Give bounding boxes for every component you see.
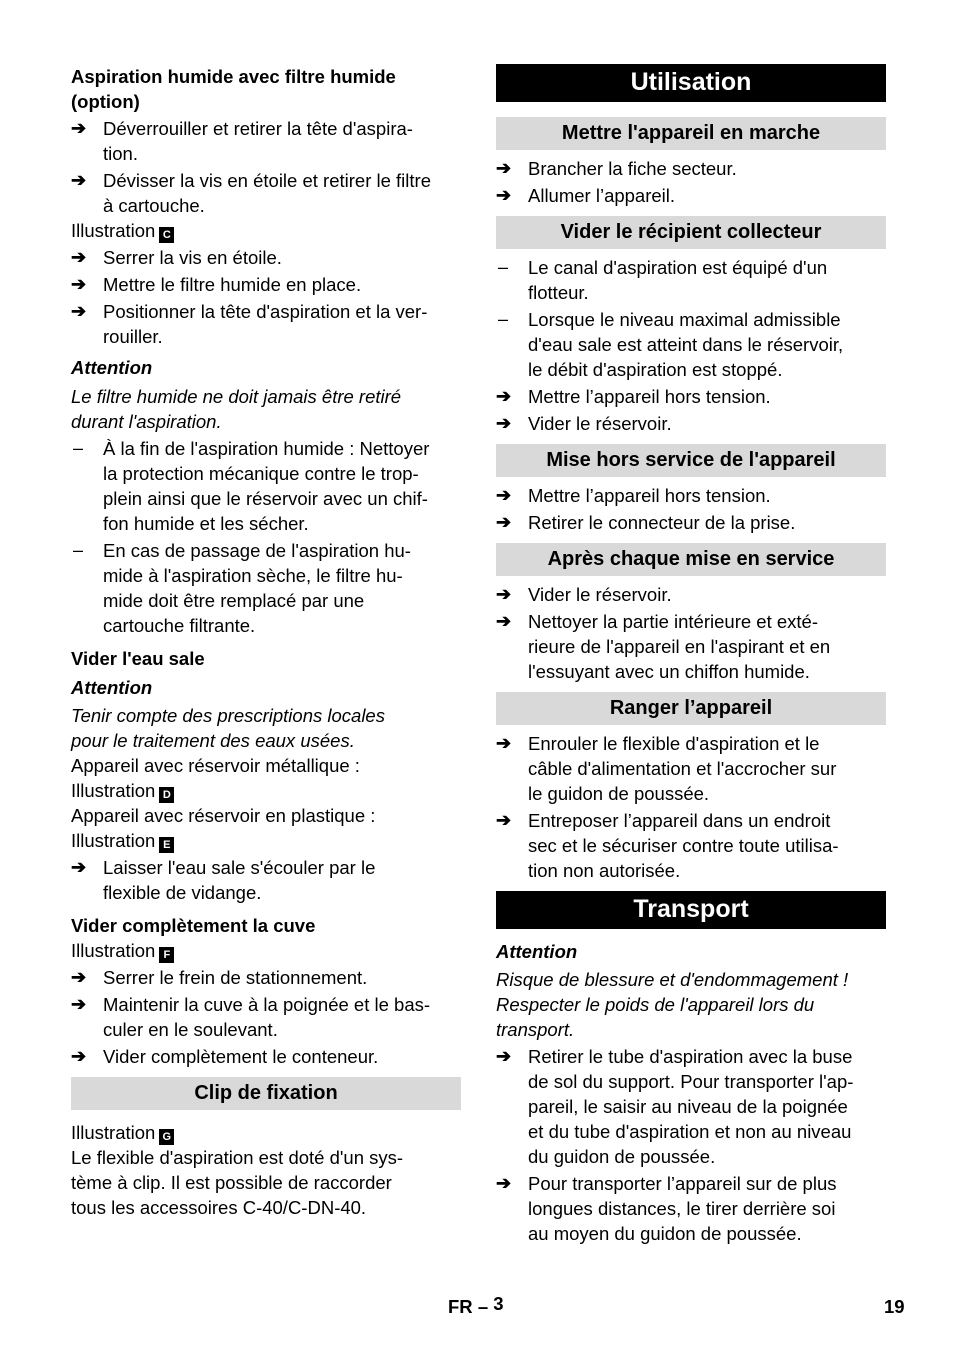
list-item-line: Mettre le filtre humide en place. — [103, 274, 362, 295]
start-section-header: Mettre l'appareil en marche — [496, 117, 886, 150]
illustration-c: Illustration C — [71, 218, 461, 243]
list-item — [71, 1044, 461, 1069]
list-item-line: Retirer le connecteur de la prise. — [528, 512, 796, 533]
list-item-line: flotteur. — [528, 282, 589, 303]
arrow-right-icon: ➔ — [71, 301, 87, 321]
list-item — [71, 299, 461, 349]
figure-f-badge: F — [159, 947, 174, 963]
list-item — [71, 116, 461, 166]
arrow-right-icon: ➔ — [71, 170, 87, 190]
list-item-line: Allumer l’appareil. — [528, 185, 676, 206]
empty-title: Vider complètement la cuve — [71, 915, 316, 936]
arrow-right-icon: ➔ — [496, 158, 512, 178]
left-column — [71, 64, 461, 1220]
list-item-line: Serrer le frein de stationnement. — [103, 967, 368, 988]
empty-notes — [496, 255, 886, 382]
arrow-right-icon: ➔ — [496, 611, 512, 631]
dirty-warning: Tenir compte des prescriptions locales pour le traitement des eaux usées. — [71, 705, 385, 751]
empty-section-header: Vider le récipient collecteur — [496, 216, 886, 249]
list-item-line: d'eau sale est atteint dans le réservoir, — [528, 334, 844, 355]
list-item — [496, 609, 886, 684]
list-item-line: au moyen du guidon de poussée. — [528, 1223, 802, 1244]
wet-steps — [71, 116, 461, 218]
list-item — [71, 992, 461, 1042]
list-item-line: Positionner la tête d'aspiration et la ver- — [103, 301, 428, 322]
right-column — [496, 64, 886, 1246]
arrow-right-icon: ➔ — [496, 1046, 512, 1066]
arrow-right-icon: ➔ — [496, 733, 512, 753]
list-item-line: Vider le réservoir. — [528, 413, 672, 434]
empty-steps — [71, 965, 461, 1069]
store-steps — [496, 731, 886, 883]
list-item-line: À la fin de l'aspiration humide : Nettoyer — [103, 438, 430, 459]
list-item-line: Lorsque le niveau maximal admissible — [528, 309, 841, 330]
list-item-line: longues distances, le tirer derrière soi — [528, 1198, 836, 1219]
list-item-line: Brancher la fiche secteur. — [528, 158, 737, 179]
list-item — [496, 731, 886, 806]
metal-tank-text: Appareil avec réservoir métallique : — [71, 755, 360, 776]
list-item-line: la protection mécanique contre le trop- — [103, 463, 419, 484]
list-item-line: rouiller. — [103, 326, 163, 347]
list-item-line: de sol du support. Pour transporter l'ap- — [528, 1071, 854, 1092]
list-item-line: Maintenir la cuve à la poignée et le bas- — [103, 994, 431, 1015]
arrow-right-icon: ➔ — [71, 994, 87, 1014]
empty-steps — [496, 384, 886, 436]
list-item-line: rieure de l'appareil en l'aspirant et en — [528, 636, 831, 657]
figure-e-badge: E — [159, 837, 174, 853]
list-item — [496, 510, 886, 535]
illustration-g: Illustration G — [71, 1120, 461, 1145]
wet-warning: Le filtre humide ne doit jamais être retiré durant l'aspiration. — [71, 386, 402, 432]
list-item — [71, 168, 461, 218]
dash-bullet-icon: – — [73, 540, 84, 560]
list-item-line: Mettre l’appareil hors tension. — [528, 485, 771, 506]
list-item-line: l'essuyant avec un chiffon humide. — [528, 661, 810, 682]
list-item-line: cartouche filtrante. — [103, 615, 256, 636]
list-item-line: Le canal d'aspiration est équipé d'un — [528, 257, 828, 278]
after-section-header: Après chaque mise en service — [496, 543, 886, 576]
list-item-line: mide à l'aspiration sèche, le filtre hu- — [103, 565, 403, 586]
list-item — [496, 307, 886, 382]
list-item-line: du guidon de poussée. — [528, 1146, 716, 1167]
page-number: 19 — [884, 1296, 905, 1317]
list-item — [71, 855, 461, 905]
dash-bullet-icon: – — [73, 438, 84, 458]
off-steps — [496, 483, 886, 535]
dash-bullet-icon: – — [498, 309, 509, 329]
wet-notes — [71, 436, 461, 638]
list-item-line: le débit d'aspiration est stoppé. — [528, 359, 783, 380]
list-item-line: plein ainsi que le réservoir avec un chif- — [103, 488, 428, 509]
figure-d-badge: D — [159, 787, 174, 803]
arrow-right-icon: ➔ — [496, 386, 512, 406]
arrow-right-icon: ➔ — [71, 1046, 87, 1066]
attention-label: Attention — [496, 941, 578, 962]
list-item — [71, 538, 461, 638]
list-item — [496, 411, 886, 436]
transport-steps — [496, 1044, 886, 1246]
arrow-right-icon: ➔ — [71, 247, 87, 267]
list-item-line: Serrer la vis en étoile. — [103, 247, 282, 268]
transport-chapter-header: Transport — [496, 891, 886, 929]
list-item-line: flexible de vidange. — [103, 882, 262, 903]
dirty-title: Vider l'eau sale — [71, 648, 205, 669]
clip-section-header: Clip de fixation — [71, 1077, 461, 1110]
footer-dash: – — [477, 1296, 489, 1317]
arrow-right-icon: ➔ — [496, 584, 512, 604]
list-item-line: Pour transporter l’appareil sur de plus — [528, 1173, 837, 1194]
illustration-e: Illustration E — [71, 828, 461, 853]
usage-chapter-header: Utilisation — [496, 64, 886, 102]
arrow-right-icon: ➔ — [71, 857, 87, 877]
list-item-line: culer en le soulevant. — [103, 1019, 278, 1040]
arrow-right-icon: ➔ — [496, 185, 512, 205]
list-item — [71, 272, 461, 297]
list-item-line: Mettre l’appareil hors tension. — [528, 386, 771, 407]
list-item — [496, 183, 886, 208]
list-item-line: pareil, le saisir au niveau de la poignée — [528, 1096, 848, 1117]
list-item — [71, 965, 461, 990]
wet-title: Aspiration humide avec filtre humide (option) — [71, 66, 396, 112]
arrow-right-icon: ➔ — [496, 512, 512, 532]
attention-label: Attention — [71, 677, 153, 698]
list-item-line: mide doit être remplacé par une — [103, 590, 365, 611]
arrow-right-icon: ➔ — [496, 810, 512, 830]
list-item-line: tion non autorisée. — [528, 860, 681, 881]
arrow-right-icon: ➔ — [496, 1173, 512, 1193]
list-item-line: Déverrouiller et retirer la tête d'aspira- — [103, 118, 413, 139]
list-item-line: Vider complètement le conteneur. — [103, 1046, 379, 1067]
clip-text: Le flexible d'aspiration est doté d'un sys- tème à clip. Il est possible de raccorder tous les accessoires C-40/C-DN-40. — [71, 1147, 404, 1218]
list-item — [71, 436, 461, 536]
list-item-line: Vider le réservoir. — [528, 584, 672, 605]
list-item-line: sec et le sécuriser contre toute utilisa- — [528, 835, 839, 856]
footer-section: 3 — [493, 1293, 504, 1314]
illustration-f: Illustration F — [71, 938, 461, 963]
dirty-steps — [71, 855, 461, 905]
dash-bullet-icon: – — [498, 257, 509, 277]
list-item — [496, 1171, 886, 1246]
list-item — [496, 384, 886, 409]
figure-g-badge: G — [159, 1129, 174, 1145]
list-item — [496, 483, 886, 508]
plastic-tank-text: Appareil avec réservoir en plastique : — [71, 805, 376, 826]
arrow-right-icon: ➔ — [496, 485, 512, 505]
list-item-line: le guidon de poussée. — [528, 783, 710, 804]
list-item-line: à cartouche. — [103, 195, 205, 216]
list-item — [71, 245, 461, 270]
off-section-header: Mise hors service de l'appareil — [496, 444, 886, 477]
footer-lang: FR – 3 — [448, 1293, 504, 1317]
arrow-right-icon: ➔ — [71, 274, 87, 294]
arrow-right-icon: ➔ — [496, 413, 512, 433]
list-item — [496, 808, 886, 883]
after-steps — [496, 582, 886, 684]
attention-label: Attention — [71, 357, 153, 378]
list-item — [496, 1044, 886, 1169]
arrow-right-icon: ➔ — [71, 118, 87, 138]
list-item-line: tion. — [103, 143, 138, 164]
list-item-line: Enrouler le flexible d'aspiration et le — [528, 733, 820, 754]
list-item — [496, 582, 886, 607]
arrow-right-icon: ➔ — [71, 967, 87, 987]
list-item-line: Laisser l'eau sale s'écouler par le — [103, 857, 376, 878]
list-item-line: En cas de passage de l'aspiration hu- — [103, 540, 411, 561]
list-item-line: Entreposer l’appareil dans un endroit — [528, 810, 831, 831]
list-item-line: Dévisser la vis en étoile et retirer le filtre — [103, 170, 431, 191]
store-section-header: Ranger l’appareil — [496, 692, 886, 725]
start-steps — [496, 156, 886, 208]
list-item-line: fon humide et les sécher. — [103, 513, 309, 534]
list-item — [496, 255, 886, 305]
illustration-d: Illustration D — [71, 778, 461, 803]
list-item — [496, 156, 886, 181]
list-item-line: Nettoyer la partie intérieure et exté- — [528, 611, 818, 632]
wet-steps-2 — [71, 245, 461, 349]
transport-warning: Risque de blessure et d'endommagement ! Respecter le poids de l'appareil lors du transport. — [496, 969, 849, 1040]
list-item-line: câble d'alimentation et l'accrocher sur — [528, 758, 837, 779]
list-item-line: Retirer le tube d'aspiration avec la buse — [528, 1046, 853, 1067]
list-item-line: et du tube d'aspiration et non au niveau — [528, 1121, 852, 1142]
figure-c-badge: C — [159, 227, 174, 243]
